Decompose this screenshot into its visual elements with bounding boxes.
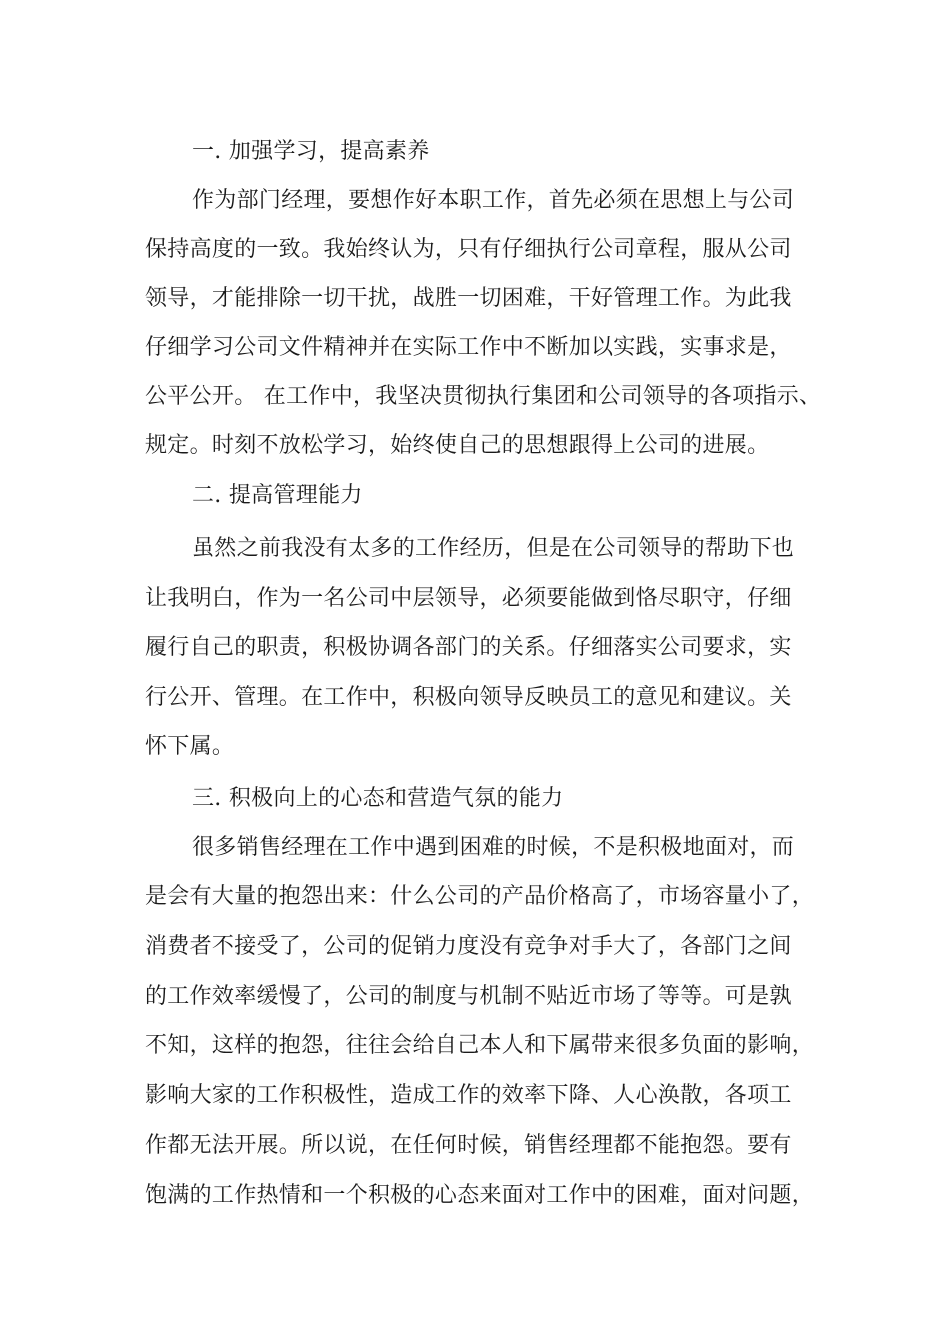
paragraph-line: 履行自己的职责，积极协调各部门的关系。仔细落实公司要求，实 [145,635,792,660]
paragraph-line: 消费者不接受了，公司的促销力度没有竞争对手大了，各部门之间 [145,934,792,959]
paragraph-line: 很多销售经理在工作中遇到困难的时候，不是积极地面对，而 [192,835,795,860]
paragraph-line: 作为部门经理，要想作好本职工作，首先必须在思想上与公司 [192,188,795,213]
paragraph-line: 让我明白，作为一名公司中层领导，必须要能做到恪尽职守，仔细 [145,586,792,611]
paragraph-line: 饱满的工作热情和一个积极的心态来面对工作中的困难，面对问题， [145,1183,815,1208]
paragraph-line: 是会有大量的抱怨出来：什么公司的产品价格高了，市场容量小了， [145,884,815,909]
paragraph-line: 行公开、管理。在工作中，积极向领导反映员工的意见和建议。关 [145,685,792,710]
paragraph-line: 影响大家的工作积极性，造成工作的效率下降、人心涣散，各项工 [145,1083,792,1108]
paragraph-line: 保持高度的一致。我始终认为，只有仔细执行公司章程，服从公司 [145,237,792,262]
paragraph-line: 规定。时刻不放松学习，始终使自己的思想跟得上公司的进展。 [145,433,770,458]
section-heading-3: 三. 积极向上的心态和营造气氛的能力 [192,786,564,811]
paragraph-line: 怀下属。 [145,734,235,759]
paragraph-line: 公平公开。 在工作中，我坚决贯彻执行集团和公司领导的各项指示、 [145,384,822,409]
paragraph-line: 的工作效率缓慢了，公司的制度与机制不贴近市场了等等。可是孰 [145,984,792,1009]
paragraph-line: 不知，这样的抱怨，往往会给自己本人和下属带来很多负面的影响， [145,1033,815,1058]
paragraph-line: 虽然之前我没有太多的工作经历，但是在公司领导的帮助下也 [192,536,795,561]
paragraph-line: 仔细学习公司文件精神并在实际工作中不断加以实践，实事求是， [145,335,792,360]
section-heading-1: 一. 加强学习，提高素养 [192,139,430,164]
paragraph-line: 领导，才能排除一切干扰，战胜一切困难，干好管理工作。为此我 [145,286,792,311]
section-heading-2: 二. 提高管理能力 [192,483,363,508]
paragraph-line: 作都无法开展。所以说，在任何时候，销售经理都不能抱怨。要有 [145,1133,792,1158]
